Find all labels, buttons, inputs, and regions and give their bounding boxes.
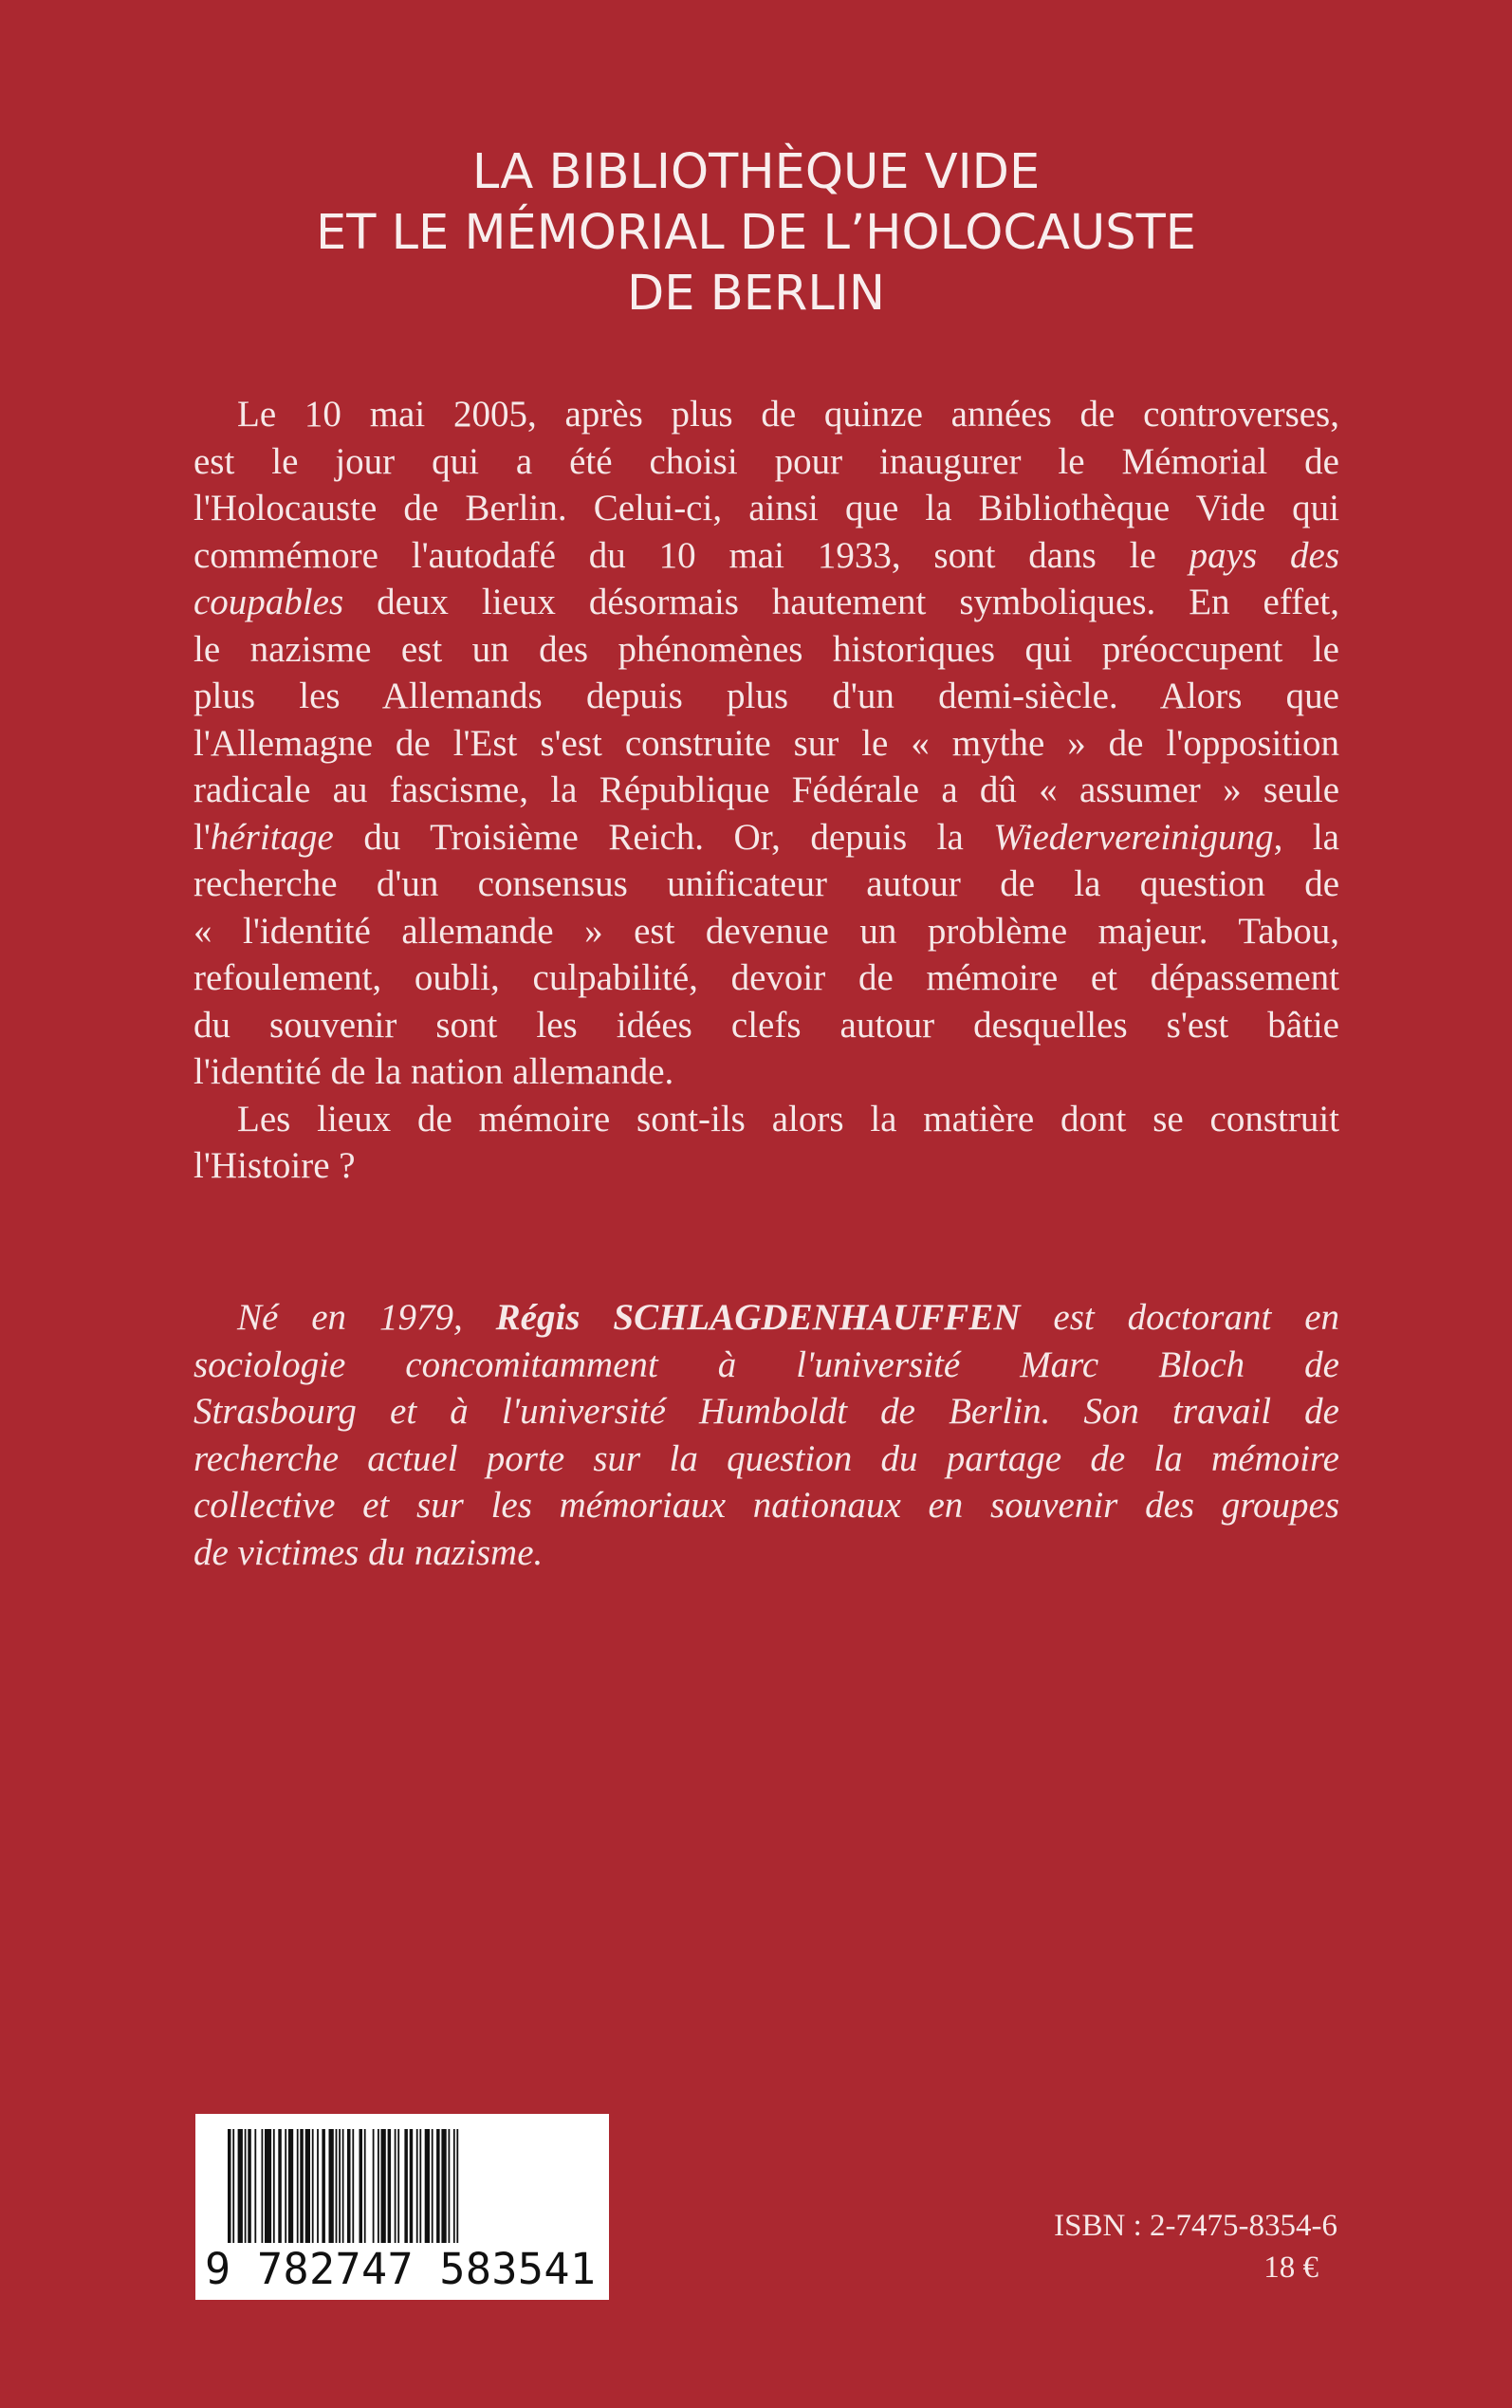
barcode-bar [397, 2129, 399, 2243]
barcode-bar [300, 2129, 304, 2243]
summary-line: recherche d'un consensus unificateur autour de la question de [194, 863, 1339, 904]
barcode-bar [419, 2129, 421, 2243]
book-title [190, 142, 1322, 324]
summary-line: « l'identité allemande » est devenue un problème majeur. Tabou, [194, 910, 1339, 952]
summary-line: Les lieux de mémoire sont-ils alors la matière dont se construit [237, 1098, 1339, 1139]
summary-line: le nazisme est un des phénomènes historiques qui préoccupent le [194, 628, 1339, 670]
barcode-bar [453, 2129, 455, 2243]
barcode-bar [410, 2129, 414, 2243]
barcode-bar [395, 2129, 396, 2243]
barcode-bar [248, 2129, 251, 2243]
summary-line: l'Holocauste de Berlin. Celui-ci, ainsi que la Bibliothèque Vide qui [194, 488, 1339, 528]
summary-line: l'Allemagne de l'Est s'est construite sur le « mythe » de l'opposition [194, 722, 1339, 764]
summary-line: radicale au fascisme, la République Fédérale a dû « assumer » seule [194, 769, 1339, 810]
summary-text [194, 391, 1339, 1190]
summary-line: refoulement, oubli, culpabilité, devoir de mémoire et dépassement [194, 957, 1339, 998]
summary-text-segment: , la [1273, 816, 1339, 858]
barcode-bar [347, 2129, 351, 2243]
barcode-bar [436, 2129, 440, 2243]
barcode-bar [342, 2129, 344, 2243]
summary-emphasis: coupables [194, 582, 344, 622]
title-line-2: ET LE MÉMORIAL DE L’HOLOCAUSTE [316, 205, 1196, 261]
barcode-bar [416, 2129, 418, 2243]
barcode-bar [232, 2129, 234, 2243]
barcode-bar [317, 2129, 319, 2243]
barcode-bar [262, 2129, 264, 2243]
summary-line: est le jour qui a été choisi pour inaugurer le Mémorial de [194, 440, 1339, 482]
summary-text-segment: deux lieux désormais hautement symboliques. En effet, [377, 582, 1339, 622]
barcode-bar [278, 2129, 282, 2243]
barcode-bar [388, 2129, 392, 2243]
summary-emphasis: Wiedervereinigung [993, 816, 1274, 858]
author-name: Régis SCHLAGDENHAUFFEN [495, 1297, 1021, 1338]
bio-text-segment: Né en 1979, [237, 1297, 463, 1338]
summary-text-segment: l' [194, 816, 211, 858]
barcode-bar [273, 2129, 275, 2243]
summary-line: du souvenir sont les idées clefs autour desquelles s'est bâtie [194, 1004, 1339, 1046]
barcode-bar [336, 2129, 338, 2243]
barcode-bar [288, 2129, 293, 2243]
barcode-bar [329, 2129, 334, 2243]
summary-emphasis: pays des [1189, 534, 1339, 576]
barcode-bar [378, 2129, 379, 2243]
bio-line: recherche actuel porte sur la question du partage de la mémoire [194, 1437, 1339, 1479]
barcode-digits: 9 782747 583541 [205, 2244, 597, 2294]
barcode-bar [352, 2129, 354, 2243]
title-line-1: LA BIBLIOTHÈQUE VIDE [471, 144, 1041, 200]
bio-line [194, 1294, 1339, 1342]
barcode-bar [245, 2129, 247, 2243]
barcode-bar [339, 2129, 341, 2243]
bio-line: de victimes du nazisme. [194, 1531, 544, 1573]
bio-line: sociologie concomitamment à l'université Marc Bloch de [194, 1343, 1339, 1385]
author-bio [194, 1294, 1339, 1576]
barcode-bar [404, 2129, 408, 2243]
summary-line [194, 579, 1339, 626]
title-line-3: DE BERLIN [627, 266, 885, 322]
barcode-bars [195, 2114, 609, 2247]
isbn-number: ISBN : 2-7475-8354-6 [1054, 2209, 1337, 2243]
barcode-bar [456, 2129, 458, 2243]
barcode-bar [425, 2129, 430, 2243]
barcode-bar [312, 2129, 314, 2243]
bio-line: collective et sur les mémoriaux nationaux en souvenir des groupes [194, 1485, 1339, 1526]
barcode-bar [285, 2129, 286, 2243]
price: 18 € [1263, 2251, 1318, 2285]
barcode-bar [228, 2129, 231, 2243]
barcode-bar [265, 2129, 271, 2243]
barcode-bar [297, 2129, 299, 2243]
summary-line: Le 10 mai 2005, après plus de quinze années de controverses, [237, 394, 1339, 435]
summary-text-segment: commémore l'autodafé du 10 mai 1933, sont dans le [194, 534, 1156, 576]
summary-emphasis: héritage [210, 816, 334, 858]
summary-line [194, 532, 1339, 580]
barcode-bar [360, 2129, 363, 2243]
summary-line: plus les Allemands depuis plus d'un demi-siècle. Alors que [194, 676, 1339, 716]
summary-line: l'identité de la nation allemande. [194, 1051, 674, 1092]
barcode-bar [238, 2129, 243, 2243]
barcode-bar [441, 2129, 446, 2243]
summary-line [194, 814, 1339, 861]
barcode-bar [322, 2129, 325, 2243]
barcode-bar [364, 2129, 366, 2243]
barcode [195, 2114, 609, 2300]
barcode-bar [254, 2129, 256, 2243]
barcode-bar [373, 2129, 375, 2243]
barcode-bar [381, 2129, 386, 2243]
barcode-bar [432, 2129, 433, 2243]
barcode-bar [305, 2129, 310, 2243]
bio-text-segment: est doctorant en [1053, 1297, 1340, 1338]
bio-line: Strasbourg et à l'université Humboldt de Berlin. Son travail de [194, 1391, 1339, 1432]
summary-line: l'Histoire ? [194, 1145, 356, 1186]
barcode-bar [449, 2129, 451, 2243]
summary-text-segment: du Troisième Reich. Or, depuis la [363, 816, 964, 858]
